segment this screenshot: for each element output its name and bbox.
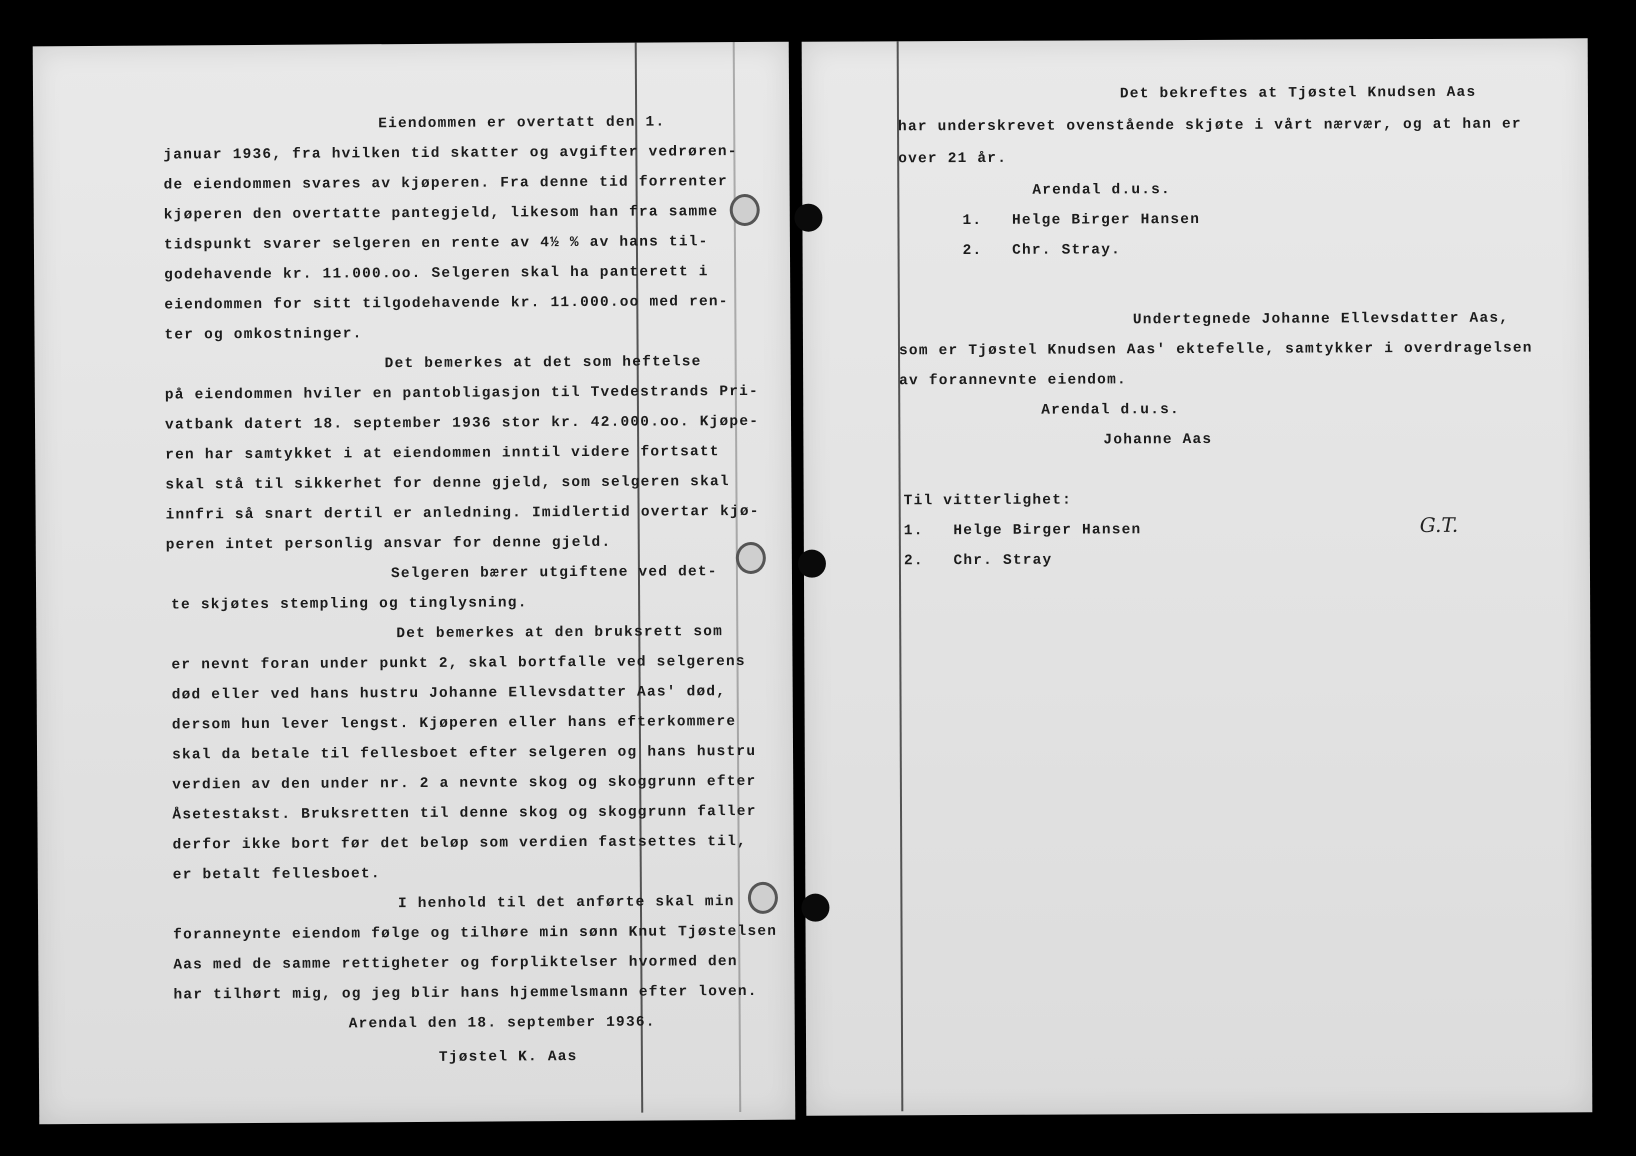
text-line: er betalt fellesboet. — [172, 866, 381, 884]
witness-line: 2. Chr. Stray. — [962, 242, 1122, 260]
witness-line: 1. Helge Birger Hansen — [962, 211, 1201, 230]
text-line: Selgeren bærer utgiftene ved det- — [390, 564, 718, 583]
text-line: Arendal d.u.s. — [1041, 402, 1180, 419]
right-page — [802, 38, 1593, 1115]
signature-line: Tjøstel K. Aas — [438, 1049, 578, 1066]
text-line: foranneynte eiendom følge og tilhøre min sønn Knut Tjøstelsen — [173, 923, 778, 944]
text-line: januar 1936, fra hvilken tid skatter og avgifter vedrøren- — [163, 144, 738, 164]
text-line: har tilhørt mig, og jeg blir hans hjemmelsmann efter loven. — [173, 983, 758, 1004]
text-line: av forannevnte eiendom. — [899, 372, 1127, 390]
text-line: Til vitterlighet: — [903, 492, 1073, 510]
binding-eyelet — [748, 882, 778, 914]
punch-hole — [798, 550, 826, 578]
text-line: død eller ved hans hustru Johanne Ellevsdatter Aas' død, — [171, 684, 727, 704]
witness-line: 2. Chr. Stray — [903, 552, 1053, 570]
text-line: peren intet personlig ansvar for denne gjeld. — [165, 534, 612, 554]
text-line: derfor ikke bort før det beløp som verdien fastsettes til, — [172, 833, 747, 854]
text-line: eiendommen for sitt tilgodehavende kr. 11.000.oo med ren- — [164, 294, 729, 314]
text-line: skal da betale til fellesboet efter selgeren og hans hustru — [172, 743, 757, 764]
text-line: Arendal d.u.s. — [1032, 182, 1171, 199]
witness-line: 1. Helge Birger Hansen — [903, 522, 1142, 540]
text-line: Aas med de samme rettigheter og forpliktelser hvormed den — [173, 954, 738, 974]
text-line: er nevnt foran under punkt 2, skal bortfalle ved selgerens — [171, 653, 746, 674]
text-line: I henhold til det anførte skal min — [397, 894, 735, 913]
text-line: har underskrevet ovenstående skjøte i vårt nærvær, og at han er — [898, 116, 1522, 136]
handwritten-initials: G.T. — [1419, 512, 1459, 538]
text-line: skal stå til sikkerhet for denne gjeld, som selgeren skal — [165, 474, 730, 494]
left-page — [33, 42, 796, 1125]
text-line: dersom hun lever lengst. Kjøperen eller hans efterkommere — [171, 714, 737, 734]
text-line: Det bemerkes at den bruksrett som — [396, 624, 724, 643]
text-line: ren har samtykket i at eiendommen inntil videre fortsatt — [165, 444, 720, 464]
text-line: vatbank datert 18. september 1936 stor kr. 42.000.oo. Kjøpe- — [164, 413, 760, 434]
text-line: tidspunkt svarer selgeren en rente av 4½ % av hans til- — [163, 234, 709, 254]
binding-eyelet — [736, 542, 766, 574]
text-line: på eiendommen hviler en pantobligasjon til Tvedestrands Pri- — [164, 383, 759, 404]
text-line: Det bemerkes at det som heftelse — [384, 354, 702, 373]
date-line: Arendal den 18. september 1936. — [348, 1014, 656, 1033]
text-line: over 21 år. — [898, 150, 1008, 168]
signature-line: Johanne Aas — [1103, 431, 1213, 449]
punch-hole — [794, 204, 822, 232]
text-line: som er Tjøstel Knudsen Aas' ektefelle, samtykker i overdragelsen — [898, 340, 1533, 360]
text-line: ter og omkostninger. — [164, 326, 363, 344]
text-line: verdien av den under nr. 2 a nevnte skog og skoggrunn efter — [172, 773, 757, 794]
text-line: Eiendommen er overtatt den 1. — [378, 114, 666, 133]
text-line: Det bekreftes at Tjøstel Knudsen Aas — [1119, 84, 1477, 103]
text-line: te skjøtes stempling og tinglysning. — [171, 595, 528, 614]
text-line: godehavende kr. 11.000.oo. Selgeren skal ha panterett i — [164, 264, 709, 284]
margin-rule — [897, 41, 904, 1111]
punch-hole — [801, 894, 829, 922]
text-line: Åsetestakst. Bruksretten til denne skog og skoggrunn faller — [172, 803, 757, 824]
text-line: Undertegnede Johanne Ellevsdatter Aas, — [1132, 310, 1510, 329]
binding-eyelet — [730, 194, 760, 226]
text-line: innfri så snart dertil er anledning. Imidlertid overtar kjø- — [165, 503, 760, 524]
text-line: de eiendommen svares av kjøperen. Fra denne tid forrenter — [163, 174, 728, 194]
text-line: kjøperen den overtatte pantegjeld, likesom han fra samme — [163, 204, 719, 224]
